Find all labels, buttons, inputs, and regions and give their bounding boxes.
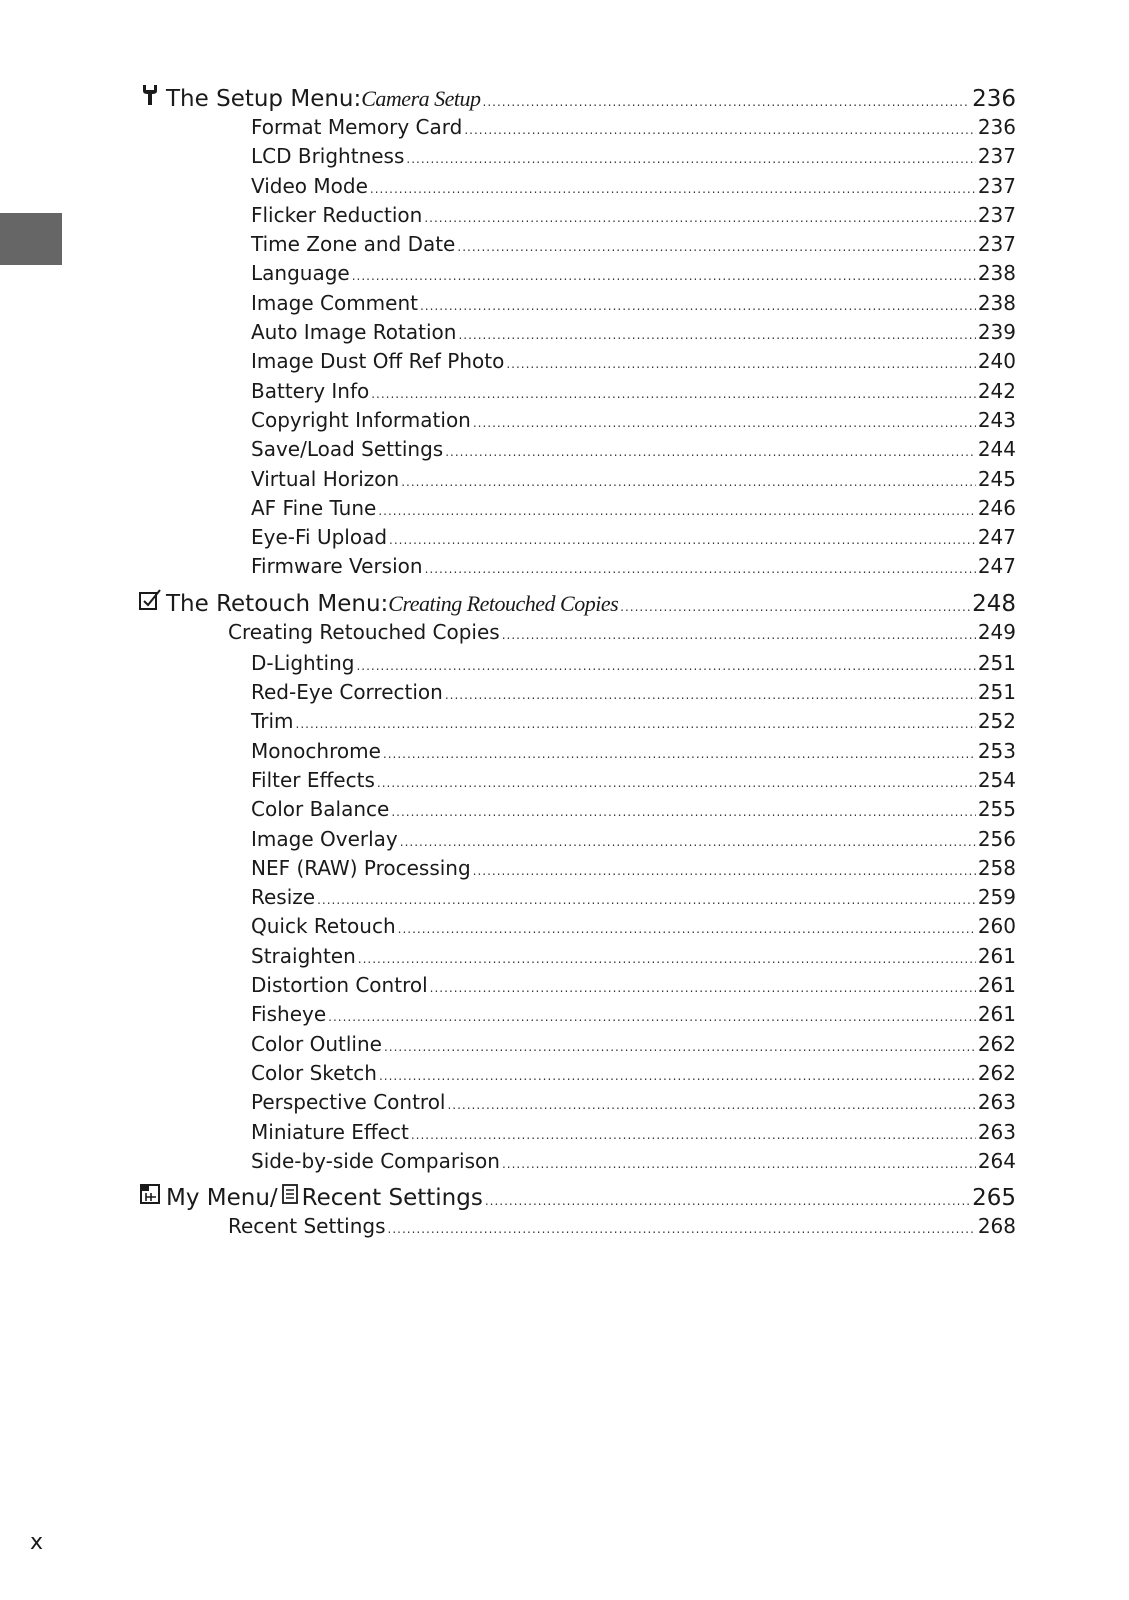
toc-item-label: Battery Info: [251, 378, 370, 403]
dot-leader: [328, 1002, 976, 1026]
page-ref: 261: [977, 1002, 1016, 1027]
dot-leader: [445, 680, 976, 704]
dot-leader: [352, 261, 976, 285]
page-ref: 236: [977, 115, 1016, 139]
dot-leader: [411, 1120, 976, 1144]
page-ref: 255: [977, 797, 1016, 822]
dot-leader: [430, 973, 976, 997]
dot-leader: [420, 291, 976, 315]
toc-item-label: Color Balance: [251, 797, 390, 822]
toc-item[interactable]: [138, 379, 1016, 408]
toc-item-label: Straighten: [251, 943, 356, 968]
page-ref: 264: [977, 1148, 1016, 1173]
toc-item[interactable]: [138, 1090, 1016, 1119]
dot-leader: [464, 115, 975, 139]
dot-leader: [377, 768, 976, 792]
dot-leader: [445, 437, 976, 461]
page-ref: 254: [977, 767, 1016, 792]
section-title-b: Recent Settings: [301, 1185, 483, 1212]
page-ref: 251: [977, 680, 1016, 705]
section-subtitle: Creating Retouched Copies: [388, 590, 619, 616]
toc-item[interactable]: [138, 203, 1016, 232]
dot-leader: [502, 1149, 976, 1173]
toc-item[interactable]: [138, 496, 1016, 525]
toc-item-label: Color Outline: [251, 1031, 382, 1056]
dot-leader: [406, 144, 975, 168]
toc-item-label: Resize: [251, 885, 316, 910]
toc-section-retouch[interactable]: [138, 587, 1016, 620]
page-ref: 242: [977, 378, 1016, 403]
page-ref: 237: [977, 144, 1016, 169]
toc-item-label: Miniature Effect: [251, 1119, 409, 1144]
toc-item-label: Save/Load Settings: [251, 437, 444, 462]
section-title: The Retouch Menu:: [166, 590, 389, 617]
dot-leader: [358, 944, 976, 968]
dot-leader: [400, 827, 976, 851]
page-ref: 239: [977, 320, 1016, 345]
toc-item[interactable]: [138, 1032, 1016, 1061]
dot-leader: [457, 232, 975, 256]
toc-item-label: Flicker Reduction: [251, 202, 423, 227]
page-ref: 243: [977, 407, 1016, 432]
toc-item-label: LCD Brightness: [251, 144, 405, 169]
toc-item-label: Side-by-side Comparison: [251, 1148, 500, 1173]
toc-item[interactable]: [138, 973, 1016, 1002]
toc-item[interactable]: [138, 1002, 1016, 1031]
toc-item-label: Trim: [251, 709, 294, 734]
page-ref: 248: [972, 590, 1016, 617]
page-ref: 261: [977, 973, 1016, 998]
dot-leader: [378, 496, 975, 520]
page-ref: 237: [977, 173, 1016, 198]
toc-item-label: Monochrome: [251, 738, 381, 763]
toc-item[interactable]: [138, 467, 1016, 496]
dot-leader: [424, 203, 975, 227]
toc-item-label: Video Mode: [251, 173, 368, 198]
dot-leader: [506, 349, 975, 373]
my-menu-icon: [138, 1181, 162, 1205]
page-ref: 251: [977, 650, 1016, 675]
toc-item-label: Format Memory Card: [251, 115, 463, 139]
toc-item[interactable]: [138, 291, 1016, 320]
page-ref: 247: [977, 525, 1016, 550]
chapter-thumb-tab: [0, 213, 62, 265]
toc-subheading[interactable]: [138, 1214, 1016, 1245]
dot-leader: [447, 1090, 975, 1114]
dot-leader: [620, 591, 970, 617]
toc-item[interactable]: [138, 1149, 1016, 1178]
dot-leader: [391, 797, 975, 821]
toc-item-label: Quick Retouch: [251, 914, 396, 939]
dot-leader: [401, 467, 976, 491]
page-ref: 238: [977, 290, 1016, 315]
table-of-contents: [138, 82, 1016, 1245]
page-number: x: [30, 1530, 44, 1555]
toc-item[interactable]: [138, 232, 1016, 261]
page-ref: 244: [977, 437, 1016, 462]
dot-leader: [370, 174, 976, 198]
toc-item-label: D-Lighting: [251, 650, 355, 675]
toc-item[interactable]: [138, 1061, 1016, 1090]
subheading-label: Creating Retouched Copies: [228, 619, 500, 644]
subheading-label: Recent Settings: [228, 1214, 386, 1239]
toc-item[interactable]: [138, 914, 1016, 943]
dot-leader: [473, 856, 976, 880]
toc-item[interactable]: [138, 885, 1016, 914]
page-ref: 256: [977, 826, 1016, 851]
page-ref: 252: [977, 709, 1016, 734]
dot-leader: [317, 885, 976, 909]
toc-item-label: Language: [251, 261, 350, 286]
toc-item-label: Copyright Information: [251, 407, 471, 432]
toc-item[interactable]: [138, 739, 1016, 768]
toc-item[interactable]: [138, 554, 1016, 583]
toc-item[interactable]: [138, 709, 1016, 738]
toc-item-label: Virtual Horizon: [251, 466, 400, 491]
page-ref: 237: [977, 232, 1016, 257]
toc-item[interactable]: [138, 797, 1016, 826]
toc-item-label: Firmware Version: [251, 554, 423, 579]
toc-item[interactable]: [138, 261, 1016, 290]
toc-item[interactable]: [138, 944, 1016, 973]
toc-item[interactable]: [138, 408, 1016, 437]
dot-leader: [398, 914, 976, 938]
section-title: The Setup Menu:: [166, 86, 362, 112]
toc-item-label: Image Dust Off Ref Photo: [251, 349, 505, 374]
page-ref: 249: [977, 619, 1016, 644]
section-subtitle: Camera Setup: [361, 86, 481, 111]
toc-item[interactable]: [138, 856, 1016, 885]
wrench-icon: [138, 82, 162, 106]
dot-leader: [473, 408, 976, 432]
toc-item[interactable]: [138, 768, 1016, 797]
dot-leader: [425, 554, 976, 578]
toc-item-label: AF Fine Tune: [251, 495, 377, 520]
dot-leader: [458, 320, 975, 344]
toc-item[interactable]: [138, 349, 1016, 378]
section-title: My Menu/: [166, 1185, 278, 1212]
toc-item-label: Image Comment: [251, 290, 418, 315]
toc-item[interactable]: [138, 144, 1016, 173]
dot-leader: [371, 379, 976, 403]
toc-item-label: NEF (RAW) Processing: [251, 855, 471, 880]
page-ref: 268: [977, 1214, 1016, 1239]
dot-leader: [356, 651, 975, 675]
toc-section-my-menu[interactable]: [138, 1181, 1016, 1214]
page-ref: 259: [977, 885, 1016, 910]
page-ref: 237: [977, 202, 1016, 227]
dot-leader: [502, 620, 976, 644]
page-ref: 260: [977, 914, 1016, 939]
toc-item-label: Time Zone and Date: [251, 232, 456, 257]
toc-item-label: Perspective Control: [251, 1090, 446, 1115]
page-ref: 240: [977, 349, 1016, 374]
toc-item[interactable]: [138, 174, 1016, 203]
page-ref: 262: [977, 1060, 1016, 1085]
dot-leader: [379, 1061, 976, 1085]
page-ref: 253: [977, 738, 1016, 763]
page-ref: 245: [977, 466, 1016, 491]
toc-item-label: Red-Eye Correction: [251, 680, 443, 705]
toc-section-setup[interactable]: [138, 82, 1016, 115]
toc-item-label: Distortion Control: [251, 973, 428, 998]
toc-subheading[interactable]: [138, 620, 1016, 651]
toc-item[interactable]: [138, 115, 1016, 144]
retouch-icon: [138, 587, 162, 611]
page-ref: 258: [977, 855, 1016, 880]
dot-leader: [485, 1185, 970, 1211]
page-ref: 263: [977, 1119, 1016, 1144]
recent-settings-icon: [280, 1183, 300, 1205]
toc-item[interactable]: [138, 320, 1016, 349]
dot-leader: [296, 709, 976, 733]
page-ref: 261: [977, 943, 1016, 968]
toc-item-label: Auto Image Rotation: [251, 320, 457, 345]
dot-leader: [383, 739, 976, 763]
toc-item-label: Color Sketch: [251, 1060, 377, 1085]
page-ref: 236: [972, 86, 1016, 112]
toc-item[interactable]: [138, 525, 1016, 554]
dot-leader: [384, 1032, 976, 1056]
page-ref: 247: [977, 554, 1016, 579]
toc-item[interactable]: [138, 1120, 1016, 1149]
page-ref: 263: [977, 1090, 1016, 1115]
toc-item-label: Eye-Fi Upload: [251, 525, 388, 550]
toc-item[interactable]: [138, 437, 1016, 466]
toc-item[interactable]: [138, 827, 1016, 856]
page-ref: 238: [977, 261, 1016, 286]
dot-leader: [388, 1214, 976, 1238]
toc-item[interactable]: [138, 680, 1016, 709]
toc-item-label: Fisheye: [251, 1002, 327, 1027]
toc-item-label: Filter Effects: [251, 767, 375, 792]
toc-item[interactable]: [138, 651, 1016, 680]
toc-item-label: Image Overlay: [251, 826, 398, 851]
dot-leader: [483, 86, 971, 112]
page-ref: 262: [977, 1031, 1016, 1056]
page-ref: 265: [972, 1185, 1016, 1212]
page-ref: 246: [977, 495, 1016, 520]
dot-leader: [389, 525, 976, 549]
